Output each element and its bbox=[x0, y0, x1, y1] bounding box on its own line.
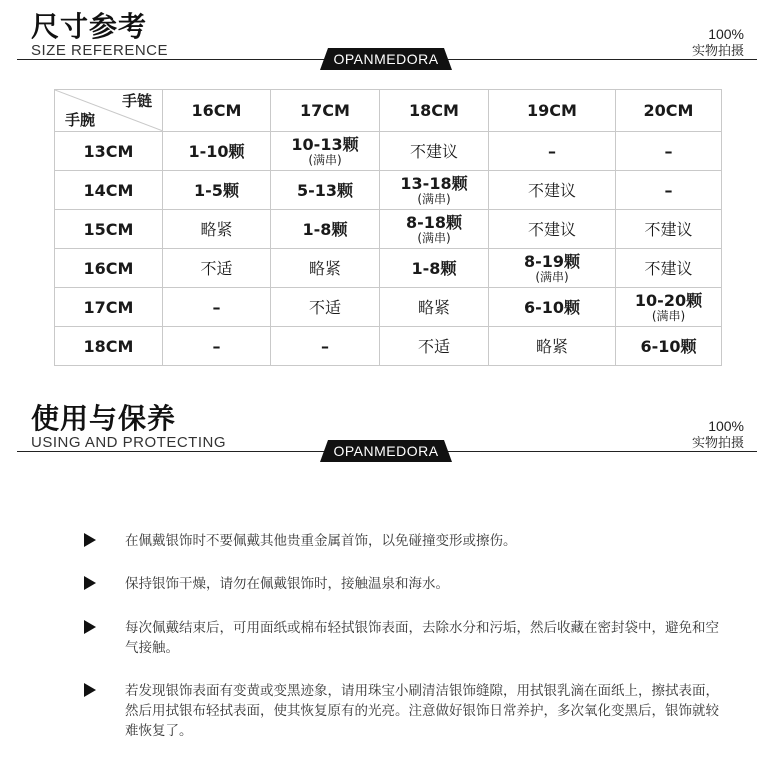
cell-value: 略紧 bbox=[535, 336, 568, 356]
table-cell bbox=[163, 210, 271, 249]
table-row bbox=[55, 171, 722, 210]
column-header: 16CM bbox=[163, 90, 271, 132]
cell-note: (满串) bbox=[308, 152, 342, 167]
cell-value: – bbox=[212, 336, 221, 356]
size-table-body bbox=[55, 132, 722, 366]
table-cell bbox=[616, 249, 722, 288]
table-row bbox=[55, 132, 722, 171]
cell-value: – bbox=[664, 141, 673, 161]
cell-note: (满串) bbox=[535, 269, 569, 284]
row-header-wrist: 18CM bbox=[55, 327, 163, 366]
table-cell bbox=[163, 249, 271, 288]
cell-value: 10-20颗 bbox=[634, 290, 703, 310]
table-cell bbox=[489, 249, 616, 288]
cell-value: 1-8颗 bbox=[302, 219, 348, 239]
row-header-wrist: 15CM bbox=[55, 210, 163, 249]
cell-note: (满串) bbox=[651, 308, 686, 323]
cell-value: 8-18颗 bbox=[405, 212, 463, 232]
table-cell bbox=[489, 327, 616, 366]
care-item-text: 每次佩戴结束后，可用面纸或棉布轻拭银饰表面，去除水分和污垢，然后收藏在密封袋中，避免和空气接触。 bbox=[125, 620, 719, 656]
column-header: 18CM bbox=[380, 90, 489, 132]
cell-note: (满串) bbox=[417, 191, 451, 206]
row-header-wrist: 16CM bbox=[55, 249, 163, 288]
table-cell bbox=[271, 288, 380, 327]
cell-value: – bbox=[548, 141, 556, 161]
care-title: 使用与保养 bbox=[31, 402, 177, 435]
table-cell bbox=[163, 171, 271, 210]
real-photo-note bbox=[692, 418, 744, 452]
play-arrow-icon bbox=[84, 683, 96, 697]
table-cell bbox=[616, 327, 722, 366]
cell-value: 8-19颗 bbox=[523, 251, 581, 271]
table-cell bbox=[616, 288, 722, 327]
table-cell bbox=[163, 132, 271, 171]
brand-label: OPANMEDORA bbox=[333, 51, 439, 67]
column-header: 19CM bbox=[489, 90, 616, 132]
row-header-wrist: 17CM bbox=[55, 288, 163, 327]
brand-tab bbox=[320, 440, 452, 462]
real-photo-note bbox=[692, 26, 744, 60]
table-cell bbox=[489, 132, 616, 171]
cell-value: 不适 bbox=[200, 258, 233, 278]
care-item-text: 在佩戴银饰时不要佩戴其他贵重金属首饰，以免碰撞变形或擦伤。 bbox=[125, 533, 517, 549]
play-arrow-icon bbox=[84, 620, 96, 634]
table-cell bbox=[489, 288, 616, 327]
table-cell bbox=[271, 249, 380, 288]
size-reference-header bbox=[0, 10, 770, 74]
table-cell bbox=[380, 327, 489, 366]
table-cell bbox=[616, 171, 722, 210]
real-photo-label: 实物拍摄 bbox=[691, 44, 744, 59]
table-cell bbox=[380, 171, 489, 210]
cell-value: 1-5颗 bbox=[194, 180, 239, 200]
table-row bbox=[55, 249, 722, 288]
table-cell bbox=[380, 132, 489, 171]
cell-value: 不建议 bbox=[644, 258, 693, 278]
table-row bbox=[55, 210, 722, 249]
real-photo-percent: 100% bbox=[708, 418, 744, 434]
column-header: 20CM bbox=[616, 90, 722, 132]
table-header-row bbox=[55, 90, 722, 132]
table-row bbox=[55, 288, 722, 327]
table-cell bbox=[271, 171, 380, 210]
table-cell bbox=[380, 249, 489, 288]
table-cell bbox=[271, 210, 380, 249]
table-cell bbox=[616, 132, 722, 171]
cell-value: 略紧 bbox=[200, 219, 233, 239]
table-cell bbox=[380, 288, 489, 327]
cell-value: 不适 bbox=[308, 297, 341, 317]
cell-value: 6-10颗 bbox=[640, 336, 697, 356]
brand-tab bbox=[320, 48, 452, 70]
care-subtitle: USING AND PROTECTING bbox=[31, 434, 227, 451]
table-cell bbox=[163, 288, 271, 327]
cell-value: 不建议 bbox=[527, 180, 576, 200]
cell-value: 5-13颗 bbox=[296, 180, 354, 200]
real-photo-label: 实物拍摄 bbox=[691, 436, 744, 451]
row-header-wrist: 13CM bbox=[55, 132, 163, 171]
brand-label: OPANMEDORA bbox=[333, 443, 439, 459]
row-header-wrist: 14CM bbox=[55, 171, 163, 210]
cell-note: (满串) bbox=[417, 230, 451, 245]
care-item-text: 保持银饰干燥，请勿在佩戴银饰时，接触温泉和海水。 bbox=[125, 576, 449, 592]
cell-value: 1-8颗 bbox=[411, 258, 457, 278]
care-item-text: 若发现银饰表面有变黄或变黑迹象，请用珠宝小刷清洁银饰缝隙，用拭银乳滴在面纸上，擦拭表面，然后用拭银布轻拭表面，使其恢复原有的光亮。注意做好银饰日常养护，多次氧化变黑后，银饰就较难恢复了。 bbox=[125, 683, 719, 739]
play-arrow-icon bbox=[84, 576, 96, 590]
cell-value: 10-13颗 bbox=[291, 134, 359, 154]
cell-value: 不建议 bbox=[527, 219, 576, 239]
size-table bbox=[54, 89, 722, 366]
real-photo-percent: 100% bbox=[708, 26, 744, 42]
table-cell bbox=[163, 327, 271, 366]
cell-value: 不适 bbox=[417, 336, 450, 356]
cell-value: 6-10颗 bbox=[523, 297, 581, 317]
table-corner-cell bbox=[55, 90, 163, 132]
table-cell bbox=[271, 327, 380, 366]
cell-value: 略紧 bbox=[308, 258, 341, 278]
cell-value: – bbox=[321, 336, 329, 356]
cell-value: 1-10颗 bbox=[188, 141, 245, 161]
play-arrow-icon bbox=[84, 533, 96, 547]
table-cell bbox=[489, 210, 616, 249]
cell-value: 不建议 bbox=[409, 141, 458, 161]
cell-value: – bbox=[664, 180, 673, 200]
column-header: 17CM bbox=[271, 90, 380, 132]
table-cell bbox=[489, 171, 616, 210]
care-header bbox=[0, 402, 770, 466]
cell-value: 不建议 bbox=[644, 219, 693, 239]
corner-label-bracelet: 手链 bbox=[121, 92, 152, 110]
table-cell bbox=[271, 132, 380, 171]
cell-value: – bbox=[212, 297, 221, 317]
size-reference-subtitle: SIZE REFERENCE bbox=[31, 42, 169, 59]
table-cell bbox=[616, 210, 722, 249]
size-reference-title: 尺寸参考 bbox=[31, 10, 148, 43]
table-cell bbox=[380, 210, 489, 249]
table-row bbox=[55, 327, 722, 366]
cell-value: 略紧 bbox=[417, 297, 450, 317]
corner-label-wrist: 手腕 bbox=[65, 111, 96, 129]
cell-value: 13-18颗 bbox=[400, 173, 468, 193]
